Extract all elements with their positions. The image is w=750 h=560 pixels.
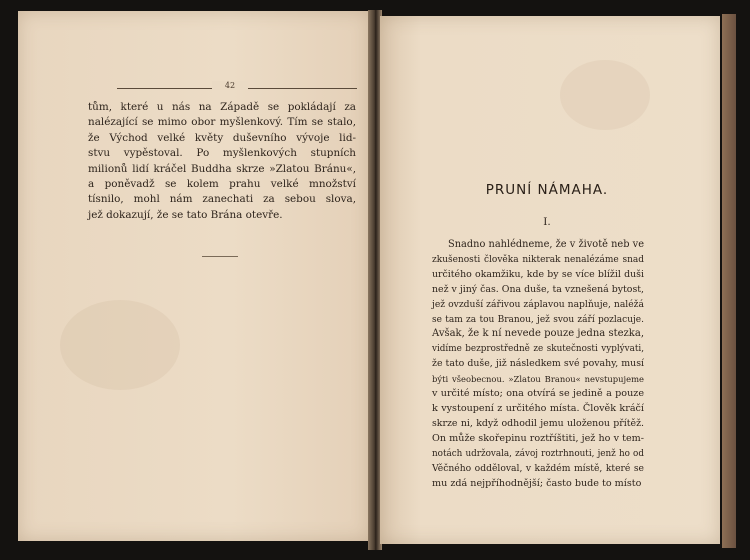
cover-edge	[722, 14, 736, 548]
text-line: tům, které u nás na Západě se pokládají za	[88, 101, 356, 113]
text-line: jež dokazují, že se tato Brána otevře.	[88, 208, 283, 221]
left-page-text	[88, 100, 356, 223]
text-line: mu zdá nejpříhodnější; často bude to místo	[432, 477, 642, 489]
section-divider	[202, 256, 238, 257]
text-line: skrze ni, když odhodil jemu uloženou přítěž.	[432, 417, 644, 429]
text-line: určitého okamžiku, kde by se více blížil duši	[432, 268, 644, 280]
text-line: Avšak, že k ní nevede pouze jedna stezka,	[432, 328, 644, 340]
text-line: se tam za tou Branou, jež svou září pozlacuje.	[432, 314, 644, 325]
text-line: jež ovzduší zářivou záplavou naplňuje, naléžá	[432, 298, 644, 310]
text-line: než v jiný čas. Ona duše, ta vznešená bytost,	[432, 283, 644, 295]
text-line: v určité místo; ona otvírá se jedině a pouze	[432, 388, 644, 400]
text-line: stvu vypěstoval. Po myšlenkových stupních	[88, 147, 356, 160]
text-line: že Východ velké květy duševního vývoje lid-	[88, 131, 356, 144]
text-line: nalézající se mimo obor myšlenkový. Tím se stalo,	[88, 116, 356, 129]
text-line: Věčného odděloval, v každém místě, které se	[432, 462, 644, 474]
text-line: a poněvadž se kolem prahu velké množství	[88, 178, 356, 191]
chapter-title: PRUNÍ NÁMAHA.	[485, 182, 609, 198]
text-line: tísnilo, mohl nám zanechati za sebou slova,	[88, 193, 356, 206]
text-line: Snadno nahlédneme, že v životě neb ve	[448, 239, 644, 250]
paper-stain	[60, 300, 180, 390]
text-line: vidíme bezprostředně ze skutečnosti vyplývati,	[432, 344, 644, 355]
text-line: k vystoupení z určitého místa. Člověk kráčí	[432, 402, 644, 414]
text-line: býti všeobecnou. »Zlatou Branou« nevstupujeme	[432, 374, 644, 385]
text-line: zkušenosti člověka nikterak nenalézáme snad	[432, 254, 644, 265]
text-line: že tato duše, již následkem své povahy, musí	[432, 358, 644, 370]
left-page	[18, 11, 370, 541]
right-page-text	[432, 238, 644, 491]
section-number: I.	[543, 216, 551, 228]
text-line: notách udržovala, závoj roztrhnouti, jenž ho od	[432, 448, 644, 459]
text-line: milionů lidí kráčel Buddha skrze »Zlatou Bránu«,	[88, 162, 356, 175]
page-number: 42	[212, 81, 248, 90]
text-line: On může skořepinu roztříštiti, jež ho v tem-	[432, 432, 644, 444]
paper-stain	[560, 60, 650, 130]
